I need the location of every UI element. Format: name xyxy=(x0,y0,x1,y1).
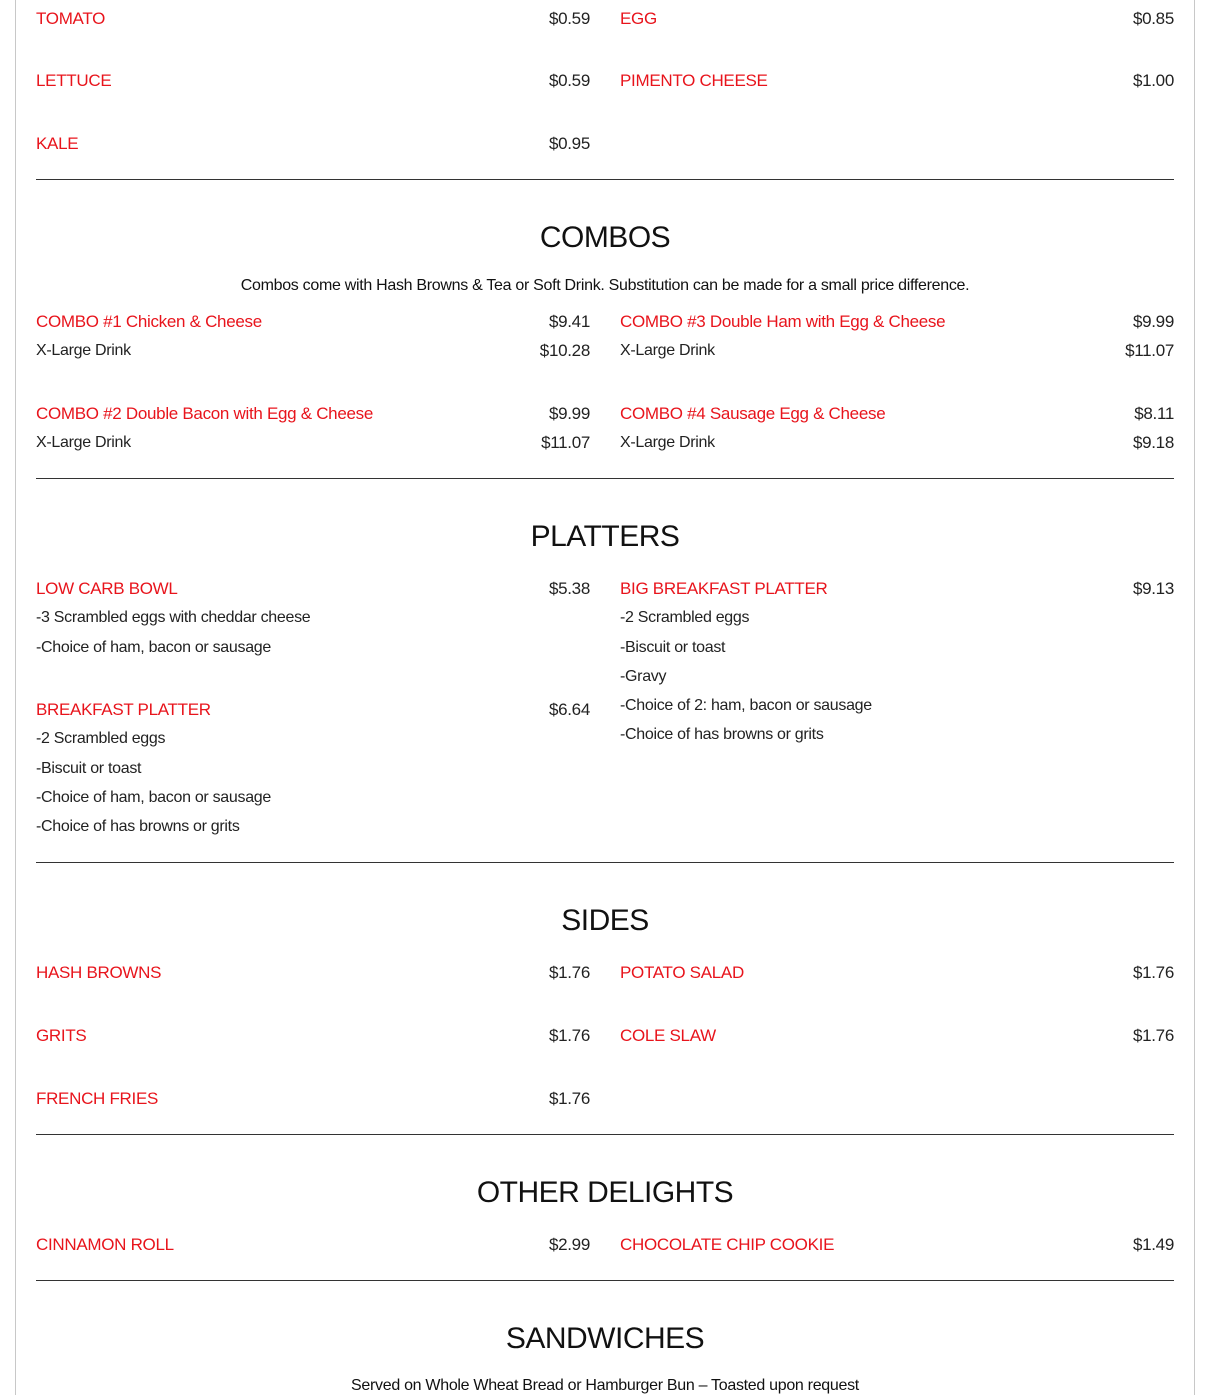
menu-item-option-price: $10.28 xyxy=(539,341,590,360)
menu-item-detail: -Choice of ham, bacon or sausage xyxy=(36,639,271,656)
menu-item-price: $0.59 xyxy=(548,71,590,90)
menu-item-name: BIG BREAKFAST PLATTER xyxy=(620,579,828,598)
menu-item-price: $8.11 xyxy=(1134,404,1174,423)
menu-item-price: $1.76 xyxy=(548,1089,590,1108)
menu-item-name: FRENCH FRIES xyxy=(36,1089,159,1108)
menu-item-detail: -Choice of has browns or grits xyxy=(36,818,240,835)
section-divider xyxy=(36,1134,1174,1135)
menu-item-price: $1.76 xyxy=(548,963,590,982)
menu-item-price: $1.00 xyxy=(1132,71,1174,90)
menu-item-price: $0.95 xyxy=(548,134,590,153)
menu-item-name: COLE SLAW xyxy=(620,1026,716,1045)
menu-item-name: CHOCOLATE CHIP COOKIE xyxy=(620,1235,835,1254)
menu-item-option: X-Large Drink xyxy=(36,434,131,451)
menu-item-name: COMBO #2 Double Bacon with Egg & Cheese xyxy=(36,404,373,423)
menu-item-detail: -Biscuit or toast xyxy=(36,760,142,777)
menu-item-detail: -Biscuit or toast xyxy=(620,639,726,656)
section-divider xyxy=(36,1280,1174,1281)
menu-item-name: COMBO #3 Double Ham with Egg & Cheese xyxy=(620,312,946,331)
menu-item-price: $0.85 xyxy=(1132,9,1174,28)
menu-item-price: $5.38 xyxy=(548,579,590,598)
section-title: PLATTERS xyxy=(530,520,680,553)
menu-item-detail: -Gravy xyxy=(620,668,667,685)
menu-item-detail: -2 Scrambled eggs xyxy=(36,730,166,747)
menu-item-price: $9.99 xyxy=(548,404,590,423)
menu-item-name: LETTUCE xyxy=(36,71,112,90)
menu-item-name: COMBO #1 Chicken & Cheese xyxy=(36,312,262,331)
menu-item-price: $2.99 xyxy=(548,1235,590,1254)
section-title: SIDES xyxy=(561,904,649,937)
section-note: Served on Whole Wheat Bread or Hamburger Bun – Toasted upon request xyxy=(351,1377,859,1394)
menu-item-option-price: $11.07 xyxy=(541,433,590,452)
menu-item-name: EGG xyxy=(620,9,657,28)
menu-item-price: $1.76 xyxy=(1132,963,1174,982)
menu-item-price: $9.41 xyxy=(548,312,590,331)
menu-item-price: $6.64 xyxy=(548,700,590,719)
menu-item-name: PIMENTO CHEESE xyxy=(620,71,768,90)
menu-item-option-price: $9.18 xyxy=(1132,433,1174,452)
menu-item-price: $0.59 xyxy=(548,9,590,28)
menu-item-price: $9.99 xyxy=(1132,312,1174,331)
menu-item-name: LOW CARB BOWL xyxy=(36,579,178,598)
menu-item-option: X-Large Drink xyxy=(620,434,715,451)
menu-item-detail: -2 Scrambled eggs xyxy=(620,609,750,626)
menu-item-name: KALE xyxy=(36,134,79,153)
section-note: Combos come with Hash Browns & Tea or Soft Drink. Substitution can be made for a small price difference. xyxy=(240,277,970,294)
menu-item-detail: -Choice of has browns or grits xyxy=(620,726,824,743)
menu-item-name: COMBO #4 Sausage Egg & Cheese xyxy=(620,404,886,423)
menu-item-option: X-Large Drink xyxy=(36,342,131,359)
menu-item-price: $9.13 xyxy=(1132,579,1174,598)
menu-item-name: BREAKFAST PLATTER xyxy=(36,700,211,719)
section-divider xyxy=(36,478,1174,479)
menu-item-detail: -Choice of ham, bacon or sausage xyxy=(36,789,271,806)
menu-item-detail: -3 Scrambled eggs with cheddar cheese xyxy=(36,609,311,626)
menu-item-name: POTATO SALAD xyxy=(620,963,744,982)
section-title: SANDWICHES xyxy=(505,1322,705,1355)
menu-item-name: GRITS xyxy=(36,1026,87,1045)
section-divider xyxy=(36,179,1174,180)
menu-item-price: $1.49 xyxy=(1132,1235,1174,1254)
section-title: COMBOS xyxy=(539,221,671,254)
menu-item-price: $1.76 xyxy=(548,1026,590,1045)
section-title: OTHER DELIGHTS xyxy=(476,1176,734,1209)
menu-item-name: CINNAMON ROLL xyxy=(36,1235,174,1254)
menu-item-price: $1.76 xyxy=(1132,1026,1174,1045)
menu-item-detail: -Choice of 2: ham, bacon or sausage xyxy=(620,697,872,714)
menu-item-option: X-Large Drink xyxy=(620,342,715,359)
menu-item-name: TOMATO xyxy=(36,9,106,28)
menu-item-option-price: $11.07 xyxy=(1125,341,1174,360)
section-divider xyxy=(36,862,1174,863)
menu-item-name: HASH BROWNS xyxy=(36,963,162,982)
